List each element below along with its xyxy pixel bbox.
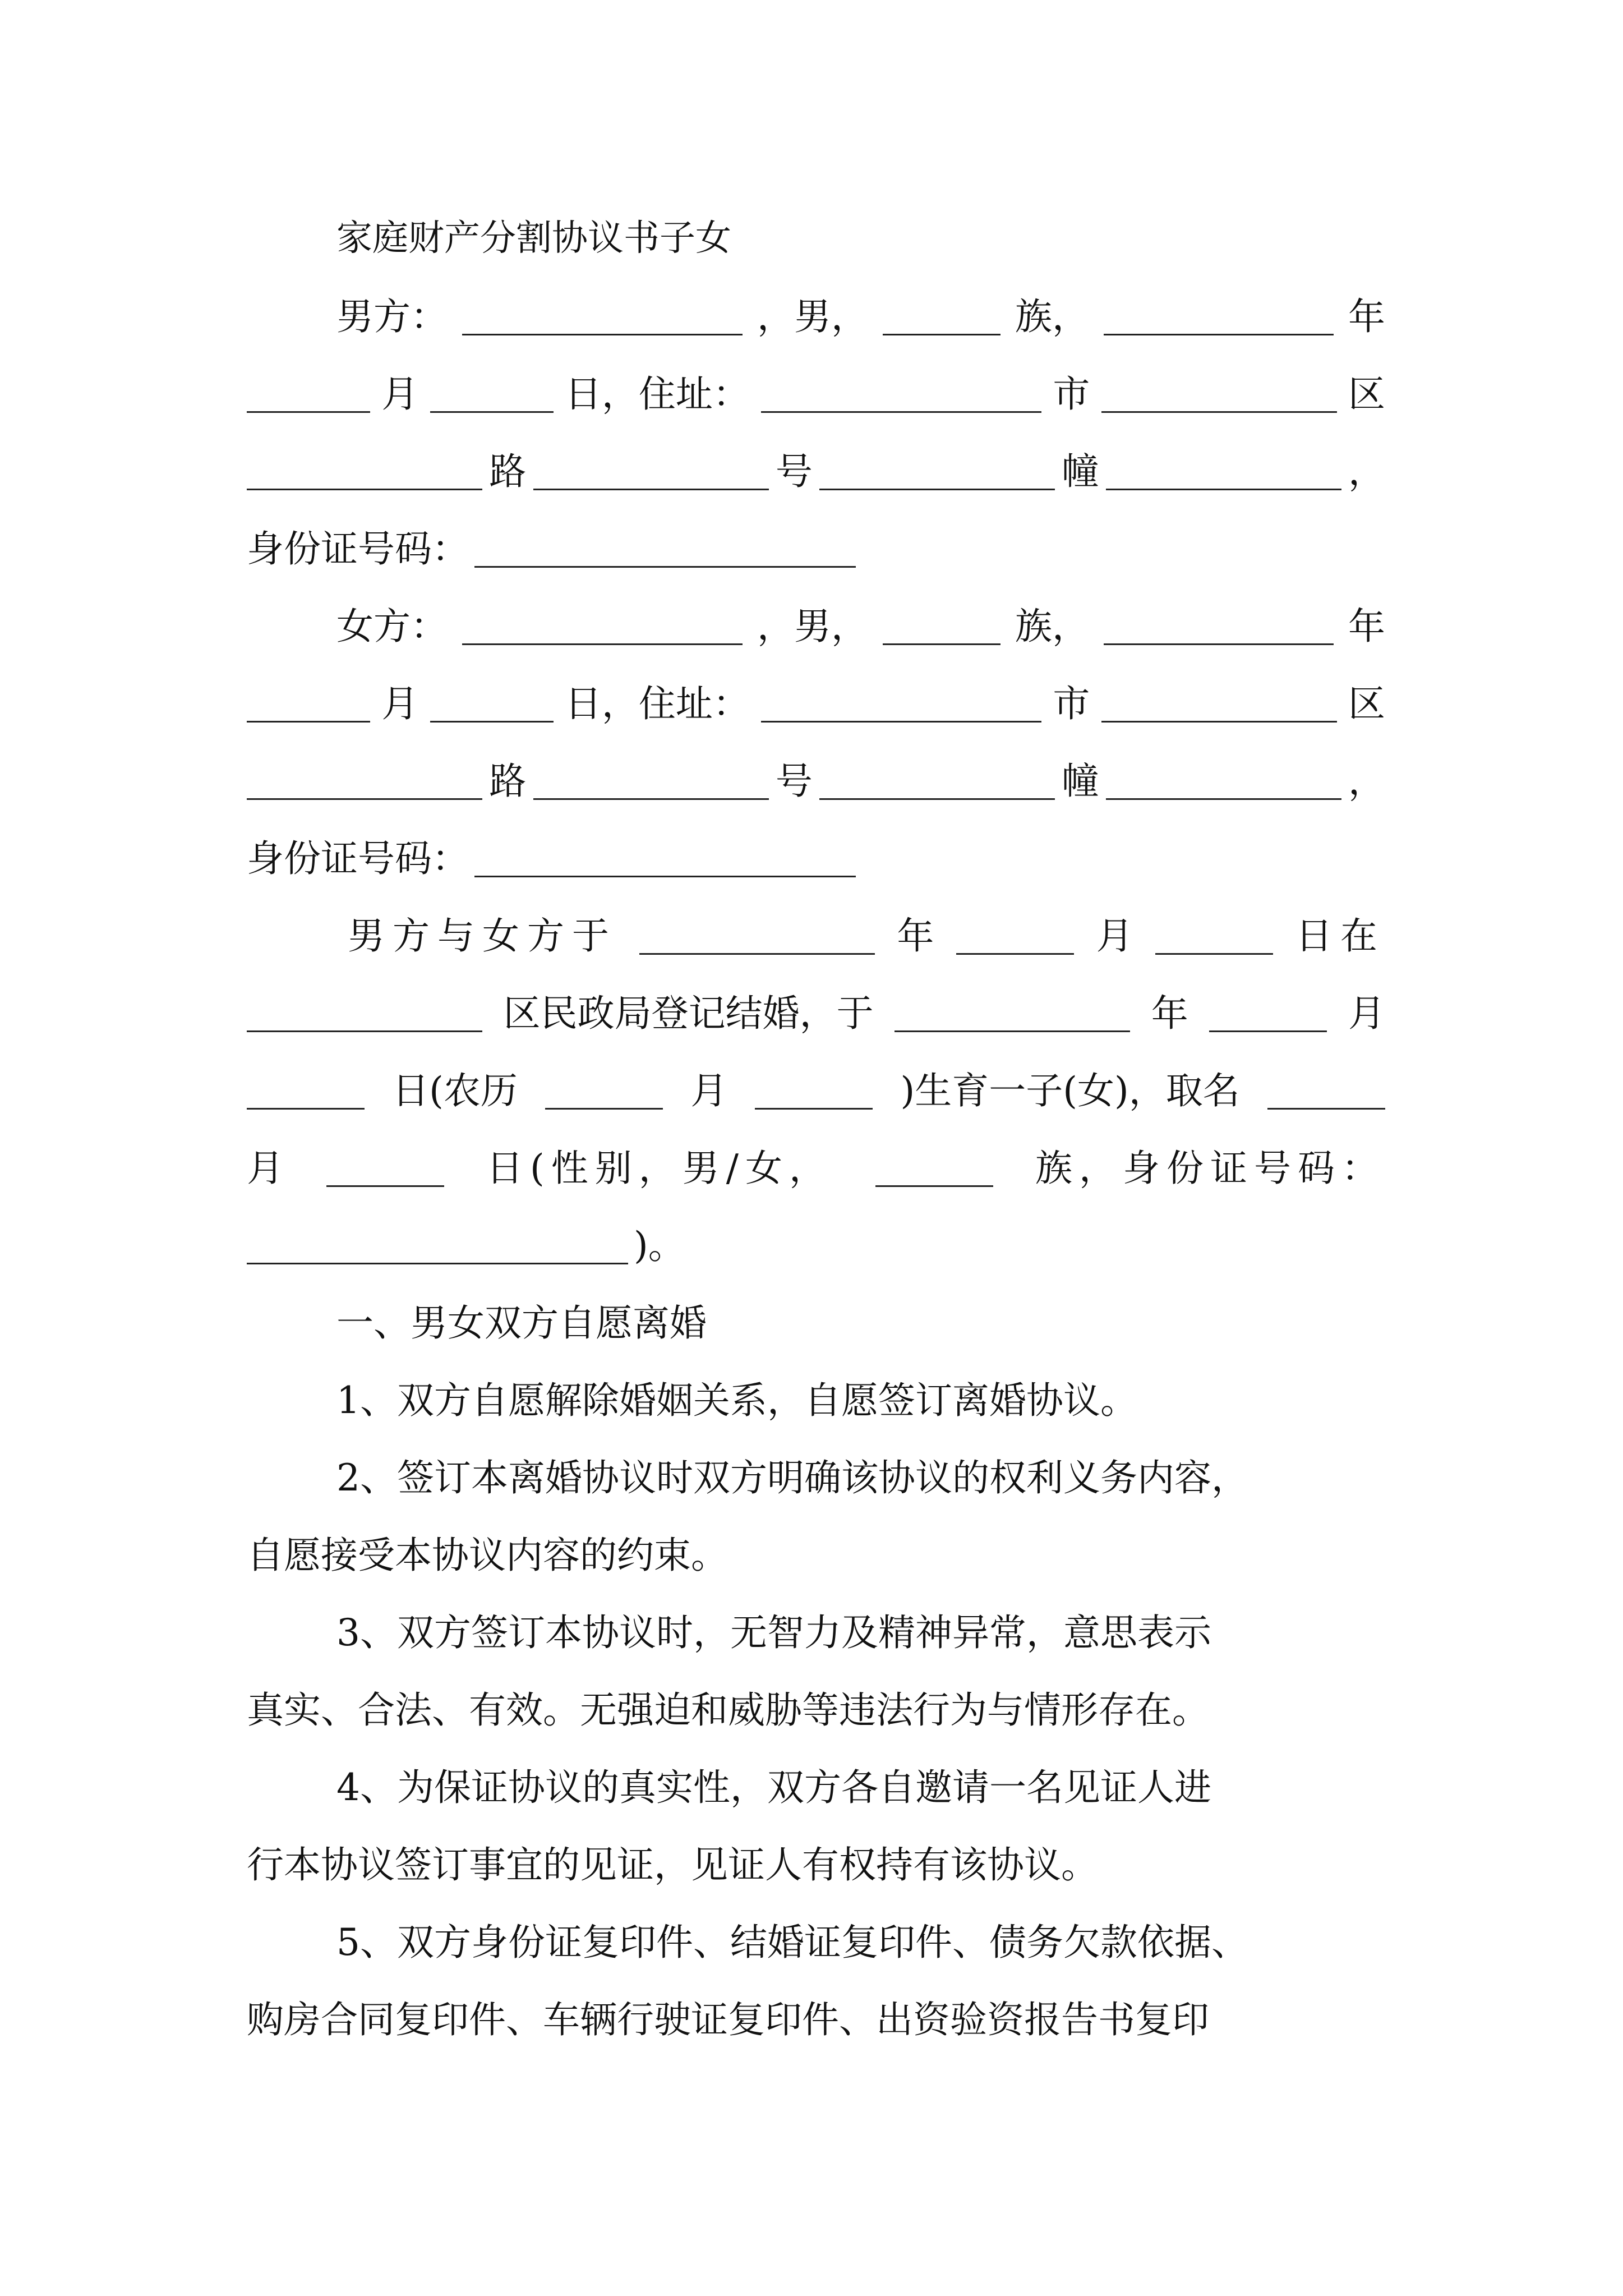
man-month-label: 月	[381, 372, 419, 416]
woman-comma: ，	[1348, 760, 1385, 803]
marriage-birth-day-blank	[247, 1069, 365, 1110]
marriage-birth-year-label: 年	[1151, 992, 1188, 1035]
woman-district-blank	[1101, 682, 1337, 723]
marriage-line-4	[247, 1138, 1385, 1199]
marriage-lunar-month-blank	[545, 1069, 663, 1110]
woman-line-2	[247, 673, 1385, 735]
man-id-label: 身份证号码：	[247, 527, 469, 570]
section1-p5a: 5、双方身份证复印件、结婚证复印件、债务欠款依据、	[336, 1921, 1248, 1964]
man-day-blank	[430, 372, 554, 413]
marriage-lunar-open: 日(农历	[392, 1069, 518, 1112]
section1-heading: 一、男女双方自愿离婚	[336, 1301, 707, 1345]
section1-p3a: 3、双方签订本协议时，无智力及精神异常，意思表示	[336, 1611, 1211, 1654]
man-district-blank	[1101, 372, 1337, 413]
marriage-district-blank	[247, 991, 482, 1032]
section1-p2b: 自愿接受本协议内容的约束。	[247, 1534, 728, 1577]
marriage-birth-month-blank	[1209, 991, 1327, 1032]
woman-line-4	[247, 828, 1385, 890]
man-city-label: 市	[1053, 372, 1090, 416]
marriage-birth-month-label: 月	[1348, 992, 1385, 1035]
marriage-year-label: 年	[897, 914, 934, 958]
marriage-line-3	[247, 1060, 1385, 1122]
section1-heading-line	[336, 1292, 1385, 1354]
child-day-blank	[326, 1146, 444, 1187]
section1-p5a-line	[336, 1912, 1385, 1973]
man-ethnic-label: 族，	[1015, 295, 1089, 338]
man-road-blank	[247, 449, 482, 490]
child-gender: 日(性别，男/女，	[486, 1147, 833, 1190]
man-building-label: 幢	[1062, 450, 1099, 493]
marriage-lunar-day-blank	[755, 1069, 873, 1110]
woman-year-blank	[1104, 604, 1334, 645]
man-city-blank	[761, 372, 1041, 413]
woman-ethnic-blank	[883, 604, 1000, 645]
woman-day-address-label: 日，住址：	[564, 682, 750, 725]
marriage-year-blank	[639, 914, 875, 955]
woman-ethnic-label: 族，	[1015, 605, 1089, 648]
document-title-line	[336, 208, 1385, 269]
marriage-month-blank	[956, 914, 1074, 955]
marriage-registered: 区民政局登记结婚，于	[503, 992, 874, 1035]
marriage-birth: )生育一子(女)，取名	[900, 1069, 1240, 1112]
woman-city-blank	[761, 682, 1041, 723]
child-month-label: 月	[247, 1147, 284, 1190]
man-district-label: 区	[1348, 372, 1385, 416]
section1-p2b-line	[247, 1525, 1385, 1586]
section1-p2a-line	[336, 1447, 1385, 1509]
woman-month-label: 月	[381, 682, 419, 725]
woman-line-1	[336, 596, 1385, 657]
child-ethnic-id-label: 族，身份证号码：	[1035, 1147, 1385, 1190]
child-name-blank	[1267, 1069, 1385, 1110]
section1-p4b-line	[247, 1834, 1385, 1896]
marriage-day-at: 日在	[1295, 914, 1385, 958]
marriage-start: 男方与女方于	[348, 914, 617, 958]
man-line-1	[336, 286, 1385, 348]
woman-id-blank	[474, 836, 856, 877]
woman-road-label: 路	[489, 760, 527, 803]
child-id-blank	[247, 1223, 628, 1264]
woman-gender: ，男，	[757, 605, 868, 648]
section1-p3b: 真实、合法、有效。无强迫和威胁等违法行为与情形存在。	[247, 1688, 1209, 1732]
section1-p5b-line	[247, 1989, 1385, 2051]
woman-district-label: 区	[1348, 682, 1385, 725]
man-month-blank	[247, 372, 370, 413]
woman-label: 女方：	[336, 605, 448, 648]
marriage-close: )。	[634, 1224, 685, 1267]
man-label: 男方：	[336, 295, 448, 338]
man-id-blank	[474, 527, 856, 568]
woman-number-label: 号	[775, 760, 813, 803]
man-ethnic-blank	[883, 295, 1000, 335]
marriage-line-1	[348, 905, 1385, 967]
marriage-lunar-month-label: 月	[690, 1069, 728, 1112]
section1-p4a-line	[336, 1757, 1385, 1819]
woman-id-label: 身份证号码：	[247, 837, 469, 880]
man-name-blank	[462, 295, 743, 335]
woman-name-blank	[462, 604, 743, 645]
woman-number-blank	[533, 759, 769, 800]
man-building-blank	[819, 449, 1055, 490]
woman-city-label: 市	[1053, 682, 1090, 725]
woman-month-blank	[247, 682, 370, 723]
marriage-day-blank	[1155, 914, 1273, 955]
man-number-label: 号	[775, 450, 813, 493]
section1-p3b-line	[247, 1680, 1385, 1741]
man-comma: ，	[1348, 450, 1385, 493]
man-year-blank	[1104, 295, 1334, 335]
section1-p2a: 2、签订本离婚协议时双方明确该协议的权利义务内容，	[336, 1456, 1248, 1499]
man-line-3	[247, 441, 1385, 503]
section1-p1: 1、双方自愿解除婚姻关系，自愿签订离婚协议。	[336, 1379, 1137, 1422]
marriage-birth-year-blank	[895, 991, 1130, 1032]
man-line-4	[247, 518, 1385, 580]
marriage-line-2	[247, 983, 1385, 1045]
man-number-blank	[533, 449, 769, 490]
woman-year-label: 年	[1348, 605, 1385, 648]
woman-line-3	[247, 751, 1385, 812]
marriage-line-5	[247, 1215, 1385, 1277]
woman-building-blank	[819, 759, 1055, 800]
woman-building-label: 幢	[1062, 760, 1099, 803]
section1-p5b: 购房合同复印件、车辆行驶证复印件、出资验资报告书复印	[247, 1998, 1209, 2041]
document-title: 家庭财产分割协议书子女	[336, 218, 731, 259]
section1-p1-line	[336, 1370, 1385, 1432]
man-gender: ，男，	[757, 295, 868, 338]
woman-road-blank	[247, 759, 482, 800]
section1-p3a-line	[336, 1602, 1385, 1664]
woman-day-blank	[430, 682, 554, 723]
man-unit-blank	[1106, 449, 1341, 490]
man-year-label: 年	[1348, 295, 1385, 338]
section1-p4b: 行本协议签订事宜的见证，见证人有权持有该协议。	[247, 1843, 1098, 1887]
section1-p4a: 4、为保证协议的真实性，双方各自邀请一名见证人进	[336, 1766, 1211, 1809]
man-day-address-label: 日，住址：	[564, 372, 750, 416]
child-ethnic-blank	[875, 1146, 993, 1187]
man-line-2	[247, 364, 1385, 425]
marriage-month-label: 月	[1096, 914, 1133, 958]
woman-unit-blank	[1106, 759, 1341, 800]
man-road-label: 路	[489, 450, 527, 493]
